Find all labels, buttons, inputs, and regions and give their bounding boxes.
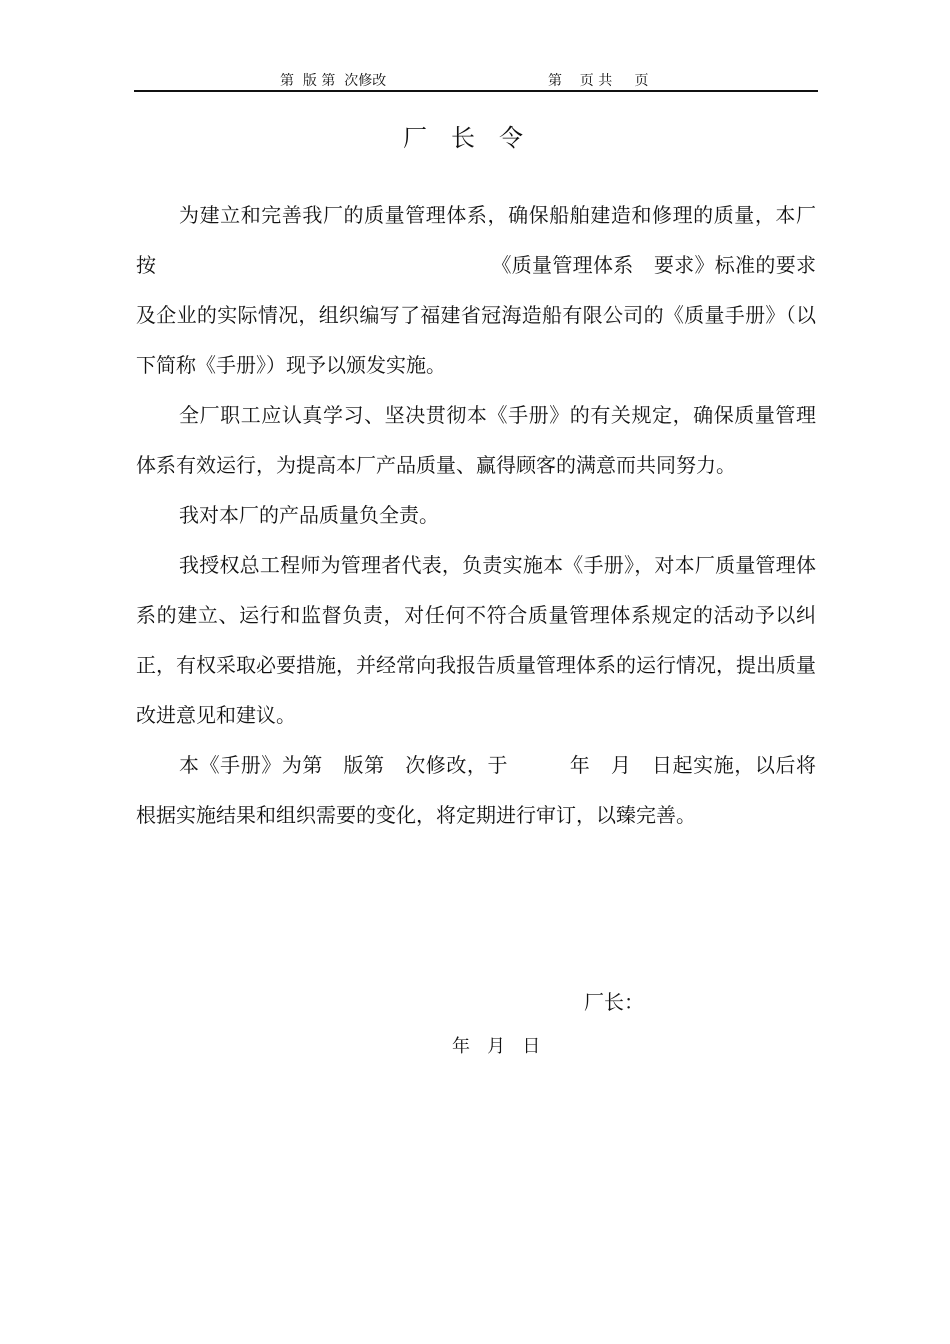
paragraph-4: 我授权总工程师为管理者代表，负责实施本《手册》，对本厂质量管理体系的建立、运行和监督负责，对任何不符合质量管理体系规定的活动予以纠正，有权采取必要措施，并经常向我报告质量管理体系的运行情况，提出质量改进意见和建议。 [136, 553, 816, 727]
signature-label: 厂长： [584, 990, 644, 1014]
page-header [134, 68, 818, 92]
document-title: 厂长令 [403, 124, 547, 152]
document-body [136, 190, 816, 840]
header-version-info: 第 版 第 次修改 [280, 73, 387, 89]
paragraph-3: 我对本厂的产品质量负全责。 [179, 503, 439, 527]
header-page-info: 第 页 共 页 [548, 73, 649, 89]
paragraph-2: 全厂职工应认真学习、坚决贯彻本《手册》的有关规定，确保质量管理体系有效运行，为提高本厂产品质量、赢得顾客的满意而共同努力。 [136, 403, 816, 477]
signature-date: 年 月 日 [452, 1036, 541, 1057]
paragraph-5: 本《手册》为第 版第 次修改，于 年 月 日起实施，以后将根据实施结果和组织需要的变化，将定期进行审订，以臻完善。 [136, 753, 816, 827]
paragraph-1: 为建立和完善我厂的质量管理体系，确保船舶建造和修理的质量，本厂按 《质量管理体系 要求》标准的要求及企业的实际情况，组织编写了福建省冠海造船有限公司的《质量手册》（以下简称《手册》）现予以颁发实施。 [136, 203, 816, 377]
